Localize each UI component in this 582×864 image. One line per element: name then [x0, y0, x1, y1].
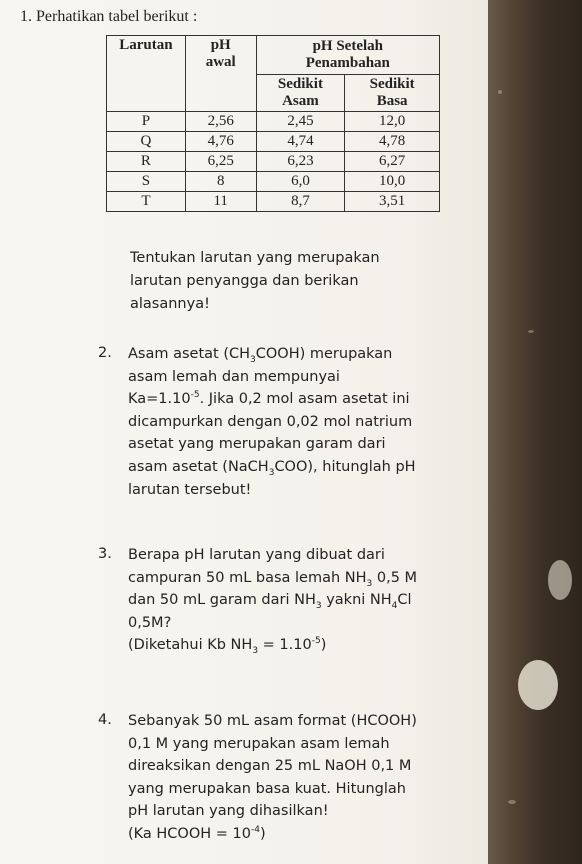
- cell-awal: 6,25: [185, 152, 256, 172]
- question-3-text: Berapa pH larutan yang dibuat dari campuran 50 mL basa lemah $NH_3$ 0,5 M dan 50 mL garam dari $NH_3$ yakni $NH_4Cl$ 0,5M? (Diketahui Kb $NH_3 = 1.10^{-5}$): [128, 547, 418, 657]
- cell-asam: 6,23: [256, 152, 345, 172]
- question-4-number: 4.: [98, 712, 112, 728]
- question-1-intro: Perhatikan tabel berikut :: [36, 8, 198, 25]
- cell-awal: 4,76: [185, 132, 256, 152]
- cell-larutan: P: [107, 112, 186, 132]
- header-ph-setelah: pH Setelah Penambahan: [256, 36, 439, 75]
- question-3-number: 3.: [98, 546, 112, 562]
- cell-awal: 11: [185, 192, 256, 212]
- question-2-text: Asam asetat $(CH_3COOH)$ merupakan asam lemah dan mempunyai $Ka=1.10^{-5}$. Jika 0,2 mol asam asetat ini dicampurkan dengan 0,02 mol natrium asetat yang merupakan garam dari asam asetat (NaCH$_3$COO), hitunglah pH larutan tersebut!: [128, 346, 416, 498]
- header-larutan: Larutan: [107, 36, 186, 112]
- cell-basa: 3,51: [345, 192, 440, 212]
- cell-asam: 2,45: [256, 112, 345, 132]
- cell-asam: 4,74: [256, 132, 345, 152]
- ph-table: [106, 35, 440, 212]
- header-sedikit-asam: Sedikit Asam: [256, 75, 345, 112]
- question-1-instruction-line: Tentukan larutan yang merupakan: [130, 250, 380, 266]
- table-row: [107, 132, 440, 152]
- cell-basa: 4,78: [345, 132, 440, 152]
- question-1-instruction-line: alasannya!: [130, 296, 210, 312]
- cell-larutan: R: [107, 152, 186, 172]
- header-ph-awal: pH awal: [185, 36, 256, 112]
- cell-basa: 12,0: [345, 112, 440, 132]
- question-1-instruction-line: larutan penyangga dan berikan: [130, 273, 359, 289]
- table-row: [107, 152, 440, 172]
- cell-basa: 6,27: [345, 152, 440, 172]
- cell-larutan: Q: [107, 132, 186, 152]
- cell-asam: 8,7: [256, 192, 345, 212]
- question-1-number: 1.: [20, 8, 32, 25]
- cell-awal: 2,56: [185, 112, 256, 132]
- question-2-number: 2.: [98, 345, 112, 361]
- header-sedikit-basa: Sedikit Basa: [345, 75, 440, 112]
- background-edge: [488, 0, 582, 864]
- table-row: [107, 172, 440, 192]
- cell-asam: 6,0: [256, 172, 345, 192]
- cell-larutan: S: [107, 172, 186, 192]
- cell-awal: 8: [185, 172, 256, 192]
- table-row: [107, 192, 440, 212]
- question-4-text: Sebanyak 50 mL asam format (HCOOH) 0,1 M yang merupakan asam lemah direaksikan dengan 25 mL NaOH 0,1 M yang merupakan basa kuat. Hitunglah pH larutan yang dihasilkan! (Ka HCOOH = $10^{-4}$): [128, 713, 417, 842]
- table-header-row: [107, 36, 440, 75]
- cell-basa: 10,0: [345, 172, 440, 192]
- question-1-heading: [20, 8, 197, 26]
- cell-larutan: T: [107, 192, 186, 212]
- table-row: [107, 112, 440, 132]
